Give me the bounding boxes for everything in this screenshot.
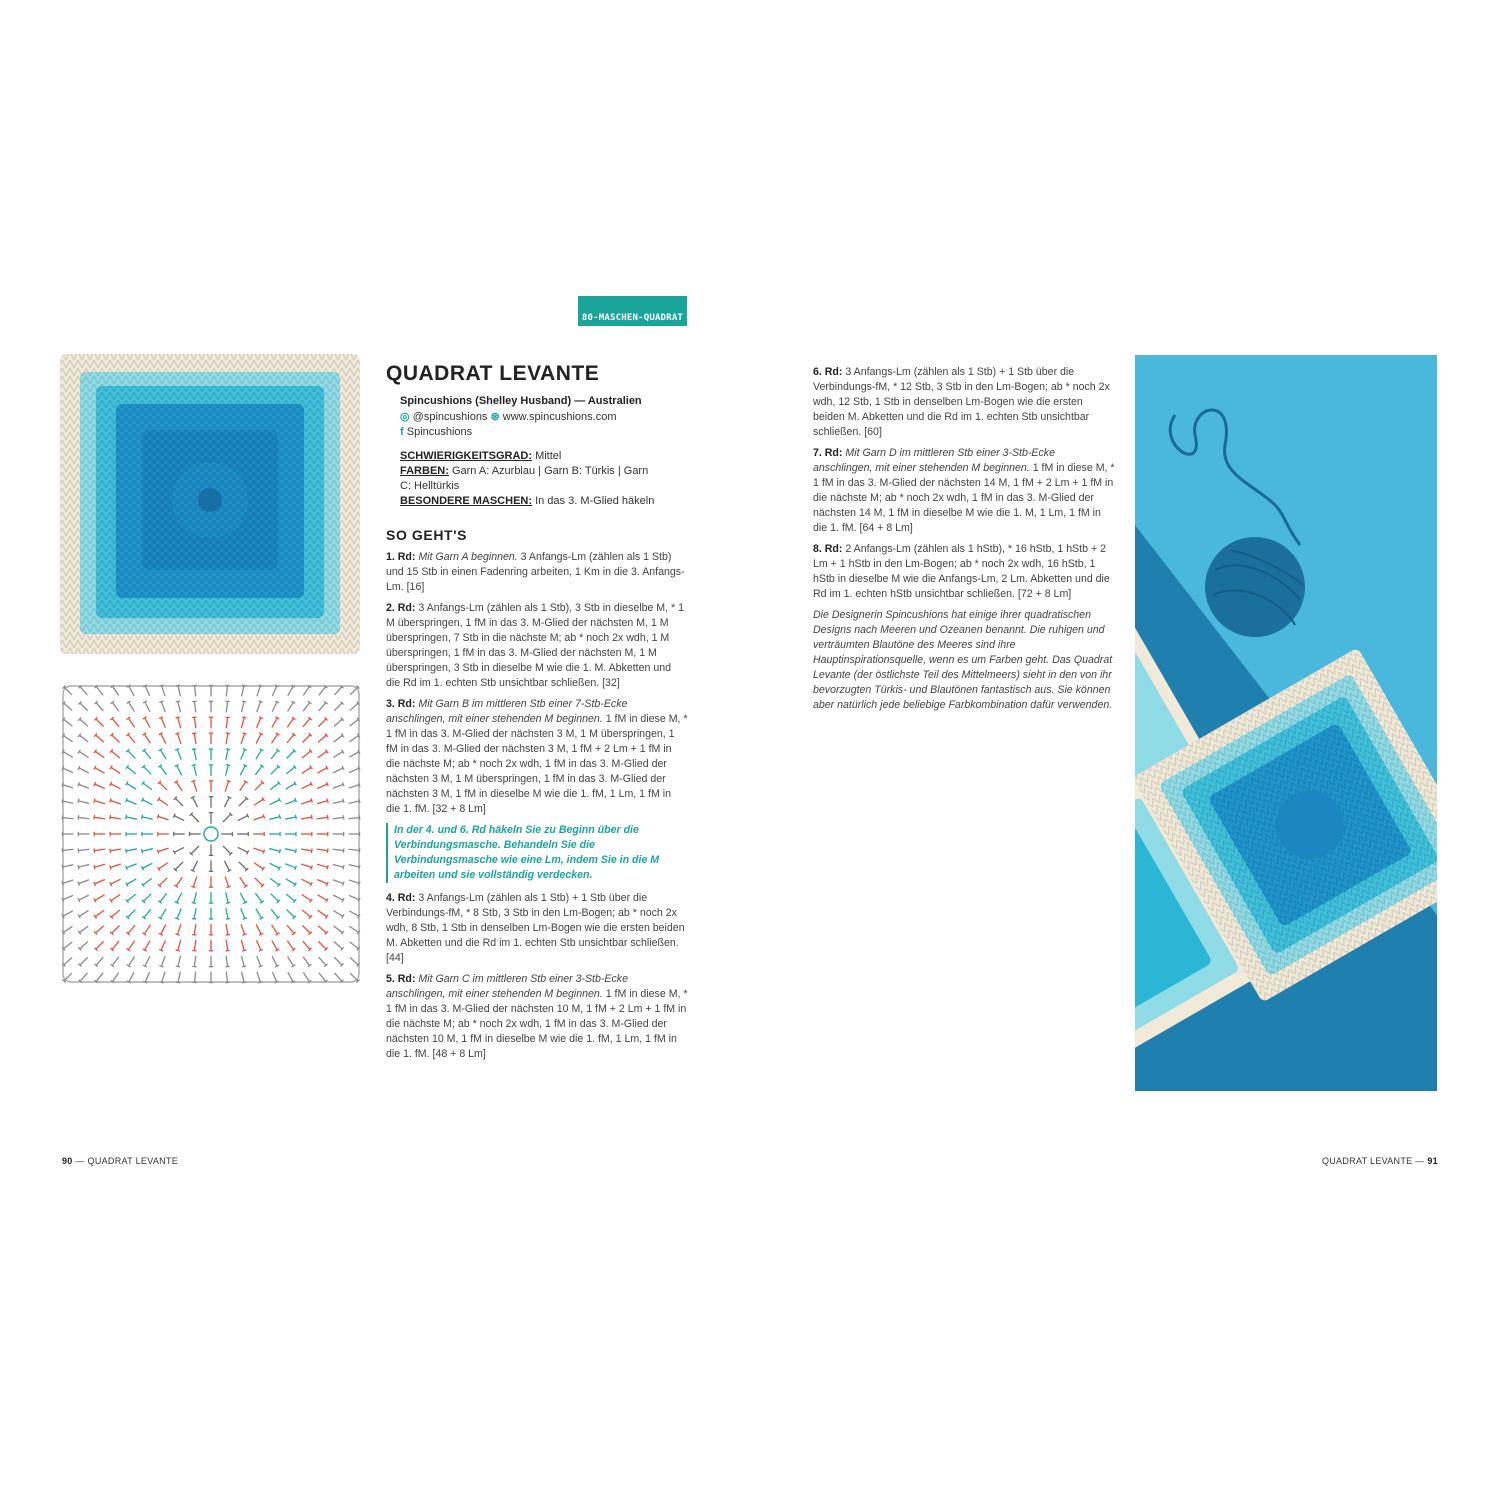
pattern-meta	[400, 449, 690, 509]
instructions-right-column	[813, 365, 1115, 719]
colors-label: FARBEN:	[400, 465, 449, 477]
difficulty-label: SCHWIERIGKEITSGRAD:	[400, 450, 532, 462]
footer-right-label: QUADRAT LEVANTE	[1321, 1156, 1413, 1166]
closing-paragraph: Die Designerin Spincushions hat einige ihrer quadratischen Designs nach Meeren und Ozeanen benannt. Die ruhigen und verträumten Blautöne des Meeres sind ihre Hauptinspirationsquelle, wenn es um Farben geht. Das Quadrat Levante (der östlichste Teil des Mittelmeers) sieht in den von ihr bevorzugten Türkis- und Blautönen fantastisch aus. Sie können aber natürlich jede beliebige Farbkombination dafür verwenden.	[813, 609, 1113, 711]
instructions-left-column	[386, 550, 688, 1068]
tip-note: In der 4. und 6. Rd häkeln Sie zu Beginn über die Verbindungsmasche. Behandeln Sie die Verbindungsmasche wie eine Lm, indem Sie in die M arbeiten und sie vollständig verdecken.	[386, 823, 688, 883]
howto-heading: SO GEHT'S	[386, 527, 468, 543]
special-stitch-value: In das 3. M-Glied häkeln	[535, 495, 655, 507]
designer-name: Spincushions (Shelley Husband)	[400, 395, 572, 407]
round-6: 6. Rd: 3 Anfangs-Lm (zählen als 1 Stb) + 1 Stb über die Verbindungs-fM, * 12 Stb, 3 Stb in den Lm-Bogen; ab * noch 2x wdh, 12 Stb, 1 Stb in denselben Lm-Bogen wie die ersten beiden M. Abketten und die Rd im 1. echten Stb unsichtbar schließen. [60]	[813, 366, 1110, 438]
designer-sep: —	[571, 395, 588, 407]
round-5: 5. Rd: Mit Garn C im mittleren Stb einer 3-Stb-Ecke anschlingen, mit einer stehenden M beginnen. 1 fM in diese M, * 1 fM in das 3. M-Glied der nächsten 10 M, 1 fM + 2 Lm + 1 fM in die nächste M; ab * noch 2x wdh, 1 fM in das 3. M-Glied der nächsten 10 M, 1 fM in dieselbe M wie die 1. fM, 1 Lm, 1 fM in die 1. fM. [48 + 8 Lm]	[386, 973, 688, 1060]
web-icon: ⊛	[490, 410, 500, 423]
crochet-chart	[60, 683, 362, 989]
website-link[interactable]: www.spincushions.com	[502, 410, 617, 423]
footer-left-label: QUADRAT LEVANTE	[87, 1156, 179, 1166]
difficulty-value: Mittel	[535, 450, 562, 462]
styled-photo	[1135, 355, 1437, 1091]
round-3: 3. Rd: Mit Garn B im mittleren Stb einer 7-Stb-Ecke anschlingen, mit einer stehenden M beginnen. 1 fM in diese M, * 1 fM in das 3. M-Glied der nächsten 3 M, 1 M überspringen, 1 fM in das 3. M-Glied der nächsten 3 M, 1 fM + 2 Lm + 1 fM in die nächste M; ab * noch 2x wdh, 1 fM in das 3. M-Glied der nächsten 3 M, 1 M überspringen, 1 fM in das 3. M-Glied der nächsten 3 M, 1 fM in dieselbe M wie die 1. fM, 1 Lm, 1 fM in die 1. fM. [32 + 8 Lm]	[386, 698, 688, 815]
colors-value: Garn A: Azurblau | Garn B: Türkis | Garn C: Helltürkis	[400, 465, 649, 492]
round-2: 2. Rd: 3 Anfangs-Lm (zählen als 1 Stb), 3 Stb in dieselbe M, * 1 M überspringen, 1 fM in das 3. M-Glied der nächsten M, 1 M überspringen, 7 Stb in die nächste M; ab * noch 2x wdh, 1 M überspringen, 1 fM in das 3. M-Glied der nächsten M, 1 M überspringen, 3 Stb in dieselbe M wie die 1. M. Abketten und die Rd im 1. echten Stb unsichtbar schließen. [32]	[386, 602, 684, 689]
facebook-icon: f	[400, 426, 404, 438]
footer-left: 90 — QUADRAT LEVANTE	[62, 1156, 179, 1166]
round-1: 1. Rd: Mit Garn A beginnen. 3 Anfangs-Lm (zählen als 1 Stb) und 15 Stb in einen Fadenring arbeiten, 1 Km in die 3. Anfangs-Lm. [16]	[386, 551, 685, 593]
footer-right: QUADRAT LEVANTE — 91	[1321, 1156, 1438, 1166]
instagram-icon: ◎	[400, 410, 410, 423]
facebook-handle[interactable]: Spincushions	[406, 426, 473, 438]
page-title: QUADRAT LEVANTE	[386, 362, 600, 385]
special-stitch-label: BESONDERE MASCHEN:	[400, 495, 533, 507]
designer-block	[400, 394, 642, 441]
round-4: 4. Rd: 3 Anfangs-Lm (zählen als 1 Stb) + 1 Stb über die Verbindungs-fM, * 8 Stb, 3 Stb in den Lm-Bogen; ab * noch 2x wdh, 8 Stb, 1 Stb in denselben Lm-Bogen wie die ersten beiden M. Abketten und die Rd im 1. echten Stb unsichtbar schließen. [44]	[386, 892, 685, 964]
section-tag: 80-MASCHEN-QUADRAT	[578, 296, 687, 326]
crochet-square-photo	[58, 352, 362, 657]
round-7: 7. Rd: Mit Garn D im mittleren Stb einer 3-Stb-Ecke anschlingen, mit einer stehenden M beginnen. 1 fM in diese M, * 1 fM in das 3. M-Glied der nächsten 14 M, 1 fM + 2 Lm + 1 fM in die nächste M; ab * noch 2x wdh, 1 fM in das 3. M-Glied der nächsten 14 M, 1 fM in dieselbe M wie die 1. M, 1 Lm, 1 fM in die 1. fM. [64 + 8 Lm]	[813, 447, 1115, 534]
instagram-handle[interactable]: @spincushions	[412, 410, 488, 423]
designer-country: Australien	[587, 395, 642, 407]
page-number-left: 90	[62, 1156, 73, 1166]
round-8: 8. Rd: 2 Anfangs-Lm (zählen als 1 hStb), * 16 hStb, 1 hStb + 2 Lm + 1 hStb in den Lm-Bogen; ab * noch 2x wdh, 16 hStb, 1 hStb in dieselbe M wie die Anfangs-Lm, 2 Lm. Abketten und die Rd im 1. echten hStb unsichtbar schließen. [72 + 8 Lm]	[813, 543, 1110, 600]
page-number-right: 91	[1427, 1156, 1438, 1166]
